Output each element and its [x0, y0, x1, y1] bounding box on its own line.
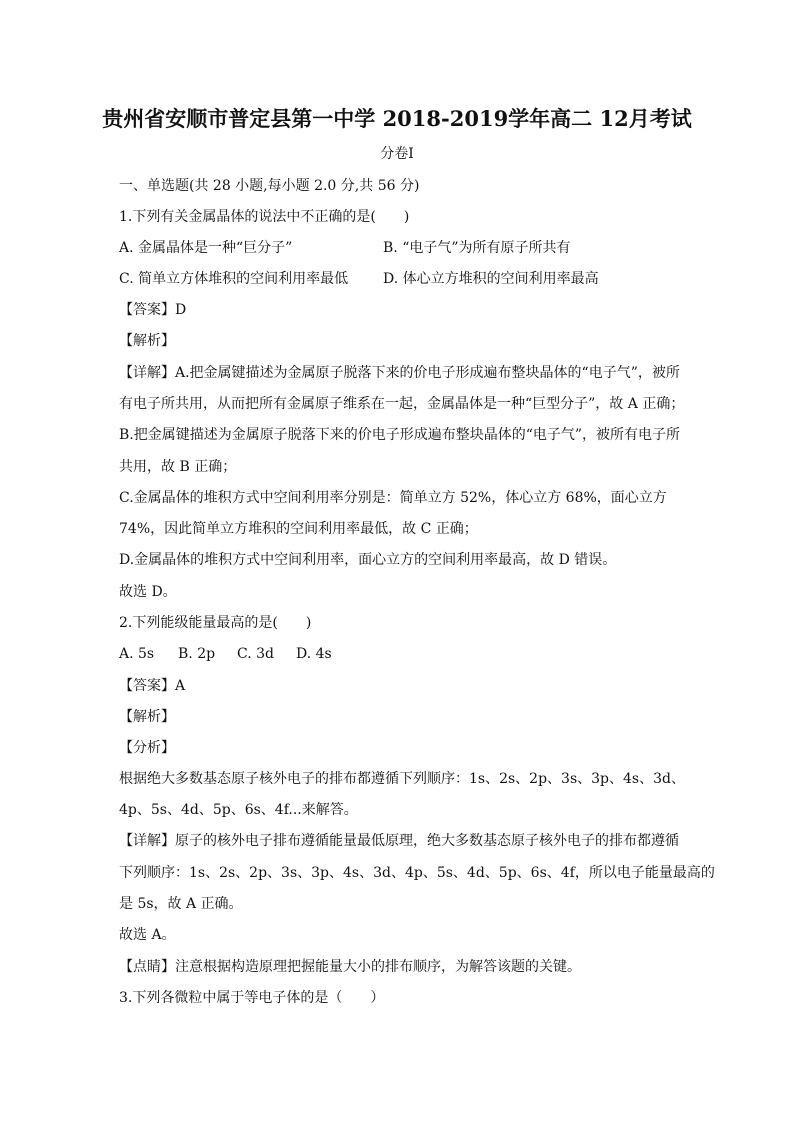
q2-detail-line: 下列顺序：1s、2s、2p、3s、3p、4s、3d、4p、5s、4d、5p、6s、4f，所以电子能量最高的 [119, 865, 715, 881]
q2-note: 【点睛】注意根据构造原理把握能量大小的排布顺序，为解答该题的关键。 [119, 959, 581, 975]
q2-option-a: A. 5s [119, 646, 155, 662]
q1-option-b: B. “电子气”为所有原子所共有 [383, 240, 571, 256]
q1-detail-line: B.把金属键描述为金属原子脱落下来的价电子形成遍布整块晶体的“电子气”，被所有电子所 [119, 427, 681, 443]
page-title: 贵州省安顺市普定县第一中学 2018-2019学年高二 12月考试 [102, 106, 692, 131]
page-subtitle: 分卷I [380, 146, 414, 162]
q1-analysis-label: 【解析】 [119, 333, 175, 349]
q1-stem: 1.下列有关金属晶体的说法中不正确的是( ) [119, 209, 410, 225]
q1-conclusion: 故选 D。 [119, 584, 177, 600]
q1-option-c: C. 简单立方体堆积的空间利用率最低 [119, 271, 349, 287]
q2-analysis-label: 【解析】 [119, 709, 175, 725]
q2-detail-line: 是 5s，故 A 正确。 [119, 896, 243, 912]
q1-detail-line: 有电子所共用，从而把所有金属原子维系在一起，金属晶体是一种“巨型分子”，故 A 正确； [119, 396, 685, 412]
q1-detail-line: C.金属晶体的堆积方式中空间利用率分别是：简单立方 52%，体心立方 68%，面心立方 [119, 490, 667, 506]
q1-option-d: D. 体心立方堆积的空间利用率最高 [383, 271, 599, 287]
q1-detail-line: 共用，故 B 正确； [119, 459, 237, 475]
q2-stem: 2.下列能级能量最高的是( ) [119, 615, 312, 631]
q1-option-a: A. 金属晶体是一种“巨分子” [119, 240, 293, 256]
q2-conclusion: 故选 A。 [119, 927, 176, 943]
q2-detail-line: 【详解】原子的核外电子排布遵循能量最低原理，绝大多数基态原子核外电子的排布都遵循 [119, 833, 679, 849]
q2-fenxi-line: 4p、5s、4d、5p、6s、4f...来解答。 [119, 802, 358, 818]
q2-fenxi-line: 根据绝大多数基态原子核外电子的排布都遵循下列顺序：1s、2s、2p、3s、3p、4s、3d、 [119, 771, 685, 787]
q2-option-c: C. 3d [237, 646, 274, 662]
q2-fenxi-label: 【分析】 [119, 740, 175, 756]
q2-option-b: B. 2p [178, 646, 216, 662]
q3-stem: 3.下列各微粒中属于等电子体的是（ ） [119, 990, 385, 1006]
q2-answer: 【答案】A [119, 678, 186, 694]
q2-option-d: D. 4s [296, 646, 332, 662]
q1-answer: 【答案】D [119, 302, 187, 318]
section-heading: 一、单选题(共 28 小题,每小题 2.0 分,共 56 分) [119, 178, 420, 194]
q1-detail-line: D.金属晶体的堆积方式中空间利用率，面心立方的空间利用率最高，故 D 错误。 [119, 552, 617, 568]
q1-detail-line: 【详解】A.把金属键描述为金属原子脱落下来的价电子形成遍布整块晶体的“电子气”，被所 [119, 365, 680, 381]
q1-detail-line: 74%，因此简单立方堆积的空间利用率最低，故 C 正确； [119, 521, 478, 537]
